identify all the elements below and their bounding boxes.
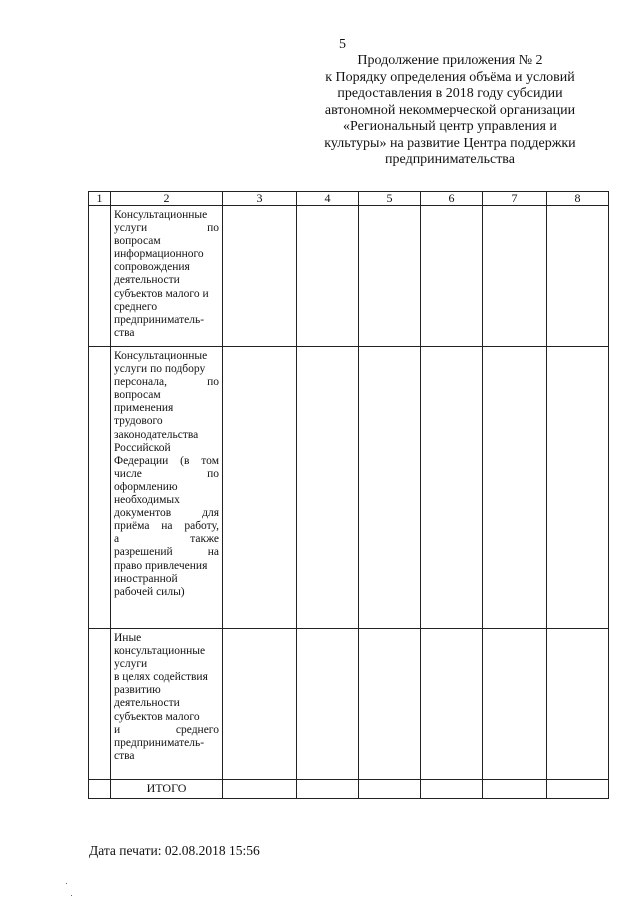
table-cell	[421, 347, 483, 629]
service-name	[111, 206, 222, 340]
table-row	[89, 206, 609, 347]
service-name-line: услуги по	[114, 222, 219, 235]
service-name-line: Федерации (в том	[114, 454, 219, 467]
service-name-line: деятельности	[114, 274, 180, 287]
service-name-line: предприниматель-	[114, 313, 205, 326]
header-line: «Региональный центр управления и	[343, 119, 557, 134]
service-name-line: необходимых	[114, 494, 180, 507]
column-header: 6	[421, 192, 483, 206]
column-header: 7	[483, 192, 547, 206]
service-name-line: числе по	[114, 467, 219, 480]
service-name-line: разрешений на	[114, 546, 219, 559]
table-cell	[483, 347, 547, 629]
service-name-line: ства	[114, 749, 135, 762]
table-cell	[421, 780, 483, 799]
total-label-cell	[111, 780, 223, 799]
table-cell	[359, 206, 421, 347]
service-name-line: субъектов малого и	[114, 287, 209, 300]
service-name-line: рабочей силы)	[114, 585, 185, 598]
table-cell	[89, 780, 111, 799]
service-name-line: и среднего	[114, 723, 219, 736]
service-name-cell	[111, 206, 223, 347]
service-name-line: деятельности	[114, 697, 180, 710]
service-name-line: среднего	[114, 300, 158, 313]
service-name-cell	[111, 629, 223, 780]
total-row	[89, 780, 609, 799]
service-name-line: трудового	[114, 415, 163, 428]
service-name-line: ства	[114, 326, 135, 339]
table-cell	[223, 206, 297, 347]
service-name	[111, 629, 222, 763]
service-name-line: право привлечения	[114, 559, 208, 572]
service-name-line: Иные	[114, 632, 142, 644]
column-header: 8	[547, 192, 609, 206]
service-name-line: сопровождения	[114, 261, 190, 274]
total-label: ИТОГО	[146, 781, 187, 795]
column-header: 2	[111, 192, 223, 206]
service-name-line: консультационные	[114, 645, 206, 658]
service-name-line: персонала, по	[114, 376, 219, 389]
print-date: Дата печати: 02.08.2018 15:56	[89, 843, 260, 858]
table-cell	[297, 206, 359, 347]
table-cell	[359, 780, 421, 799]
column-header: 1	[89, 192, 111, 206]
column-header: 4	[297, 192, 359, 206]
header-line: Продолжение приложения № 2	[357, 53, 543, 68]
table-cell	[223, 629, 297, 780]
subsidy-table	[88, 191, 609, 799]
service-name-line: информационного	[114, 248, 204, 261]
table-cell	[483, 780, 547, 799]
table-cell	[547, 347, 609, 629]
column-number-row	[89, 192, 609, 206]
header-line: культуры» на развитие Центра поддержки	[324, 135, 576, 151]
table-cell	[547, 629, 609, 780]
service-name-line: субъектов малого	[114, 710, 200, 723]
table-cell	[89, 629, 111, 780]
table-cell	[547, 206, 609, 347]
table-cell	[297, 780, 359, 799]
table-cell	[89, 206, 111, 347]
service-name-line: развитию	[114, 684, 161, 697]
service-name-line: оформлению	[114, 480, 178, 493]
table-cell	[297, 347, 359, 629]
service-name-line: законодательства	[114, 428, 199, 441]
service-name-line: услуги	[114, 658, 148, 671]
header-line: предоставления в 2018 году субсидии	[337, 86, 563, 101]
service-name-line: услуги по подбору	[114, 363, 206, 376]
service-name-line: документов для	[114, 507, 219, 520]
service-name	[111, 347, 222, 599]
table-row	[89, 347, 609, 629]
service-name-line: предприниматель-	[114, 736, 205, 749]
table-cell	[483, 206, 547, 347]
service-name-line: Консультационные	[114, 350, 208, 362]
table-cell	[297, 629, 359, 780]
table-cell	[223, 347, 297, 629]
service-name-line: приёма на работу,	[114, 520, 219, 533]
service-name-line: а также	[114, 533, 219, 546]
table-cell	[483, 629, 547, 780]
service-name-line: в целях содействия	[114, 671, 208, 684]
scan-speck	[71, 895, 72, 896]
header-line: автономной некоммерческой организации	[324, 102, 576, 118]
service-name-line: иностранной	[114, 572, 178, 585]
table-cell	[547, 780, 609, 799]
service-name-line: Российской	[114, 441, 171, 454]
header-line: предпринимательства	[385, 152, 515, 167]
service-name-cell	[111, 347, 223, 629]
service-name-line: Консультационные	[114, 209, 208, 221]
table-cell	[359, 629, 421, 780]
column-header: 3	[223, 192, 297, 206]
appendix-header	[300, 53, 600, 169]
table-cell	[359, 347, 421, 629]
page-number: 5	[339, 37, 346, 52]
column-header: 5	[359, 192, 421, 206]
header-line: к Порядку определения объёма и условий	[325, 69, 575, 85]
table-cell	[421, 629, 483, 780]
service-name-line: применения	[114, 402, 174, 415]
table-row	[89, 629, 609, 780]
service-name-line: вопросам	[114, 235, 161, 248]
table-cell	[89, 347, 111, 629]
table-cell	[223, 780, 297, 799]
table-cell	[421, 206, 483, 347]
service-name-line: вопросам	[114, 389, 161, 402]
scan-speck	[66, 883, 67, 884]
